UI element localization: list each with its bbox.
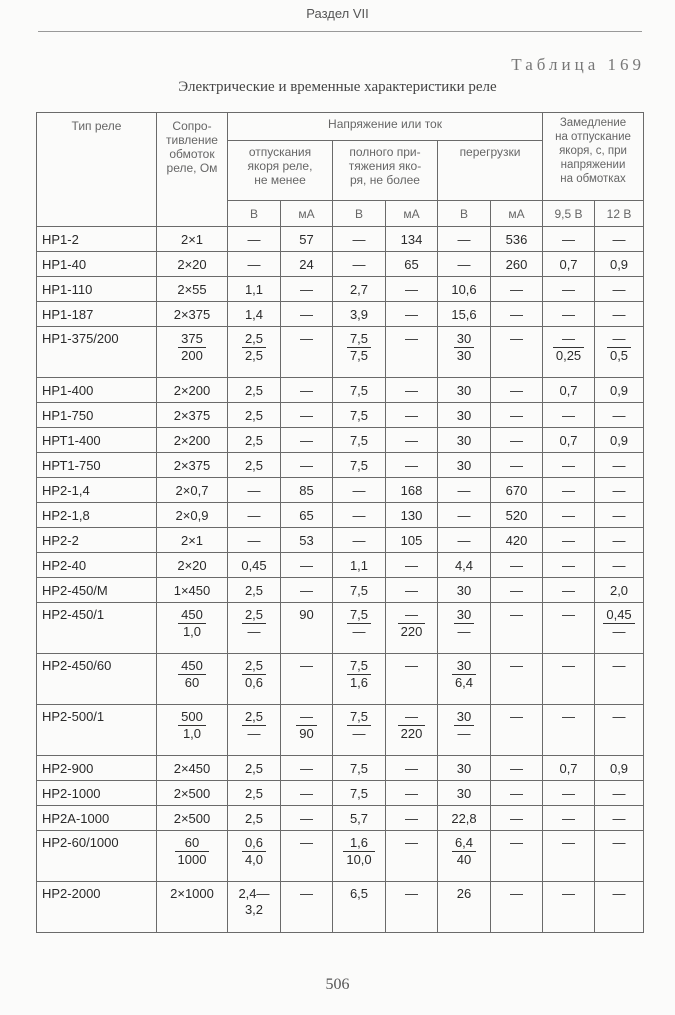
- table-caption: Электрические и временные характеристики реле: [178, 79, 497, 95]
- value-cell: —: [491, 578, 543, 603]
- value-cell: 30: [438, 781, 491, 806]
- value-cell: —: [491, 403, 543, 428]
- fraction: 2,5 —: [242, 607, 266, 640]
- value-cell: 2,5: [228, 756, 281, 781]
- table-row: [37, 503, 644, 528]
- value-cell: 0,7: [543, 252, 595, 277]
- value-cell: —: [491, 781, 543, 806]
- table-row: [37, 277, 644, 302]
- value-cell: —: [386, 578, 438, 603]
- table-row: [37, 478, 644, 503]
- relay-type-cell: НР1-750: [37, 403, 157, 428]
- value-cell: 2,5: [228, 403, 281, 428]
- fraction: 2,5 —: [242, 709, 266, 742]
- value-cell: —: [386, 378, 438, 403]
- relay-type-cell: НР1-375/200: [37, 327, 157, 378]
- value-cell: 5,7: [333, 806, 386, 831]
- value-cell: —: [595, 528, 644, 553]
- value-cell: —: [281, 428, 333, 453]
- relay-type-cell: НР2А-1000: [37, 806, 157, 831]
- running-head: Раздел VII: [306, 6, 369, 21]
- fraction: $\frac{450}{60}$: [178, 658, 206, 691]
- value-cell: 1,1: [333, 553, 386, 578]
- value-cell: —: [595, 478, 644, 503]
- resistance-cell: 2×0,7: [157, 478, 228, 503]
- value-cell: —: [386, 654, 438, 705]
- resistance-cell: [157, 654, 228, 705]
- value-cell: [333, 654, 386, 705]
- fraction: $\frac{2,5}{0,6}$: [242, 658, 266, 691]
- value-cell: 420: [491, 528, 543, 553]
- fraction: 7,5 —: [347, 607, 371, 640]
- col-header-pullin: полного при- тяжения яко- ря, не более: [333, 141, 438, 201]
- relay-type-cell: НР2-1000: [37, 781, 157, 806]
- value-cell: 0,9: [595, 756, 644, 781]
- table-row: [37, 252, 644, 277]
- fraction: $\frac{0,6}{4,0}$: [242, 835, 266, 868]
- value-cell: —: [386, 781, 438, 806]
- value-cell: —: [543, 528, 595, 553]
- relay-type-cell: НРТ1-750: [37, 453, 157, 478]
- value-cell: 57: [281, 227, 333, 252]
- value-cell: 15,6: [438, 302, 491, 327]
- unit-header: В: [438, 201, 491, 227]
- value-cell: 6,5: [333, 882, 386, 933]
- value-cell: [228, 603, 281, 654]
- value-cell: 30: [438, 378, 491, 403]
- table-row: [37, 578, 644, 603]
- value-cell: —: [543, 503, 595, 528]
- value-cell: 1,1: [228, 277, 281, 302]
- value-cell: [333, 705, 386, 756]
- value-cell: —: [595, 302, 644, 327]
- value-cell: 7,5: [333, 378, 386, 403]
- value-cell: —: [386, 327, 438, 378]
- fraction: $\frac{30}{30}$: [454, 331, 474, 364]
- value-cell: —: [543, 277, 595, 302]
- col-header-delay: Замедление на отпускание якоря, с, при напряжении на обмотках: [543, 113, 644, 201]
- value-cell: —: [491, 453, 543, 478]
- value-cell: 2,0: [595, 578, 644, 603]
- resistance-cell: 2×375: [157, 453, 228, 478]
- value-cell: 30: [438, 578, 491, 603]
- value-cell: 30: [438, 403, 491, 428]
- value-cell: —: [543, 227, 595, 252]
- value-cell: —: [386, 831, 438, 882]
- value-cell: [438, 603, 491, 654]
- value-cell: —: [281, 553, 333, 578]
- relay-type-cell: НР1-400: [37, 378, 157, 403]
- table-row: [37, 302, 644, 327]
- value-cell: —: [543, 781, 595, 806]
- value-cell: —: [491, 553, 543, 578]
- relay-type-cell: НР2-500/1: [37, 705, 157, 756]
- table-row: [37, 403, 644, 428]
- value-cell: 2,5: [228, 781, 281, 806]
- value-cell: 0,9: [595, 252, 644, 277]
- value-cell: —: [595, 453, 644, 478]
- value-cell: —: [491, 277, 543, 302]
- relay-type-cell: НР2-60/1000: [37, 831, 157, 882]
- fraction: $\frac{2,5}{2,5}$: [242, 331, 266, 364]
- value-cell: —: [543, 654, 595, 705]
- value-cell: 2,5: [228, 578, 281, 603]
- value-cell: 7,5: [333, 756, 386, 781]
- fraction: $\frac{1,6}{10,0}$: [343, 835, 374, 868]
- value-cell: —: [595, 882, 644, 933]
- resistance-cell: 2×55: [157, 277, 228, 302]
- table-row: [37, 453, 644, 478]
- value-cell: [438, 327, 491, 378]
- value-cell: 2,5: [228, 428, 281, 453]
- unit-header: мА: [386, 201, 438, 227]
- value-cell: —: [333, 528, 386, 553]
- relay-type-cell: НР2-1,8: [37, 503, 157, 528]
- value-cell: 0,9: [595, 378, 644, 403]
- relay-type-cell: НР1-2: [37, 227, 157, 252]
- header-rule: [38, 31, 642, 32]
- value-cell: 26: [438, 882, 491, 933]
- value-cell: —: [386, 302, 438, 327]
- col-header-release: отпускания якоря реле, не менее: [228, 141, 333, 201]
- value-cell: [333, 603, 386, 654]
- relay-type-cell: НР2-2: [37, 528, 157, 553]
- value-cell: —: [438, 227, 491, 252]
- value-cell: —: [543, 831, 595, 882]
- value-cell: —: [281, 654, 333, 705]
- value-cell: —: [281, 756, 333, 781]
- table-row: [37, 528, 644, 553]
- fraction: $\frac{7,5}{1,6}$: [347, 658, 371, 691]
- value-cell: 2,5: [228, 453, 281, 478]
- table-row: [37, 227, 644, 252]
- value-cell: [386, 705, 438, 756]
- resistance-cell: 2×500: [157, 781, 228, 806]
- value-cell: —: [543, 453, 595, 478]
- resistance-cell: [157, 603, 228, 654]
- value-cell: [438, 654, 491, 705]
- value-cell: —: [228, 227, 281, 252]
- value-cell: 85: [281, 478, 333, 503]
- value-cell: —: [281, 302, 333, 327]
- value-cell: [228, 327, 281, 378]
- value-cell: —: [281, 831, 333, 882]
- fraction: — 0,25: [553, 331, 584, 364]
- value-cell: —: [438, 252, 491, 277]
- fraction: 30 —: [454, 709, 474, 742]
- unit-header: мА: [491, 201, 543, 227]
- value-cell: —: [281, 806, 333, 831]
- value-cell: 0,45: [228, 553, 281, 578]
- value-cell: —: [386, 403, 438, 428]
- value-cell: [228, 654, 281, 705]
- relay-type-cell: НР1-187: [37, 302, 157, 327]
- value-cell: —: [438, 478, 491, 503]
- value-cell: —: [386, 882, 438, 933]
- table-row: [37, 654, 644, 705]
- value-cell: —: [491, 806, 543, 831]
- value-cell: —: [543, 603, 595, 654]
- value-cell: —: [543, 403, 595, 428]
- relay-characteristics-table: [36, 112, 644, 933]
- unit-header: В: [228, 201, 281, 227]
- value-cell: —: [281, 403, 333, 428]
- table-row: [37, 327, 644, 378]
- value-cell: —: [333, 478, 386, 503]
- value-cell: —: [333, 252, 386, 277]
- fraction: $\frac{6,4}{40}$: [452, 835, 476, 868]
- fraction: 0,45 —: [603, 607, 634, 640]
- resistance-cell: 2×1000: [157, 882, 228, 933]
- fraction: 30 —: [454, 607, 474, 640]
- value-cell: 260: [491, 252, 543, 277]
- resistance-cell: [157, 831, 228, 882]
- value-cell: —: [543, 553, 595, 578]
- value-cell: —: [228, 503, 281, 528]
- value-cell: —: [438, 503, 491, 528]
- value-cell: —: [491, 378, 543, 403]
- value-cell: —: [543, 705, 595, 756]
- value-cell: —: [386, 453, 438, 478]
- value-cell: 90: [281, 603, 333, 654]
- resistance-cell: 2×450: [157, 756, 228, 781]
- value-cell: —: [595, 227, 644, 252]
- value-cell: —: [491, 654, 543, 705]
- value-cell: —: [595, 831, 644, 882]
- value-cell: —: [491, 831, 543, 882]
- value-cell: —: [491, 302, 543, 327]
- value-cell: 30: [438, 756, 491, 781]
- fraction: — 220: [398, 607, 426, 640]
- value-cell: 134: [386, 227, 438, 252]
- value-cell: 30: [438, 428, 491, 453]
- value-cell: 0,7: [543, 378, 595, 403]
- relay-type-cell: НР2-1,4: [37, 478, 157, 503]
- relay-type-cell: НР1-110: [37, 277, 157, 302]
- relay-type-cell: НР2-450/М: [37, 578, 157, 603]
- resistance-cell: 2×1: [157, 227, 228, 252]
- value-cell: —: [543, 578, 595, 603]
- value-cell: 520: [491, 503, 543, 528]
- table-row: [37, 553, 644, 578]
- value-cell: [386, 603, 438, 654]
- value-cell: [543, 327, 595, 378]
- resistance-cell: 2×1: [157, 528, 228, 553]
- value-cell: —: [228, 528, 281, 553]
- resistance-cell: [157, 705, 228, 756]
- value-cell: —: [543, 302, 595, 327]
- value-cell: [333, 327, 386, 378]
- value-cell: [281, 705, 333, 756]
- value-cell: 7,5: [333, 781, 386, 806]
- fraction: $\frac{7,5}{7,5}$: [347, 331, 371, 364]
- table-row: [37, 781, 644, 806]
- resistance-cell: 2×375: [157, 302, 228, 327]
- value-cell: [438, 705, 491, 756]
- value-cell: 30: [438, 453, 491, 478]
- value-cell: —: [386, 553, 438, 578]
- value-cell: —: [386, 428, 438, 453]
- fraction: — 0,5: [607, 331, 631, 364]
- table-row: [37, 378, 644, 403]
- table-row: [37, 603, 644, 654]
- value-cell: —: [595, 503, 644, 528]
- value-cell: 7,5: [333, 403, 386, 428]
- fraction: $\frac{30}{6,4}$: [452, 658, 476, 691]
- value-cell: —: [595, 654, 644, 705]
- value-cell: —: [228, 478, 281, 503]
- value-cell: 536: [491, 227, 543, 252]
- relay-type-cell: НР2-40: [37, 553, 157, 578]
- value-cell: 0,7: [543, 756, 595, 781]
- value-cell: 65: [281, 503, 333, 528]
- relay-type-cell: НР2-900: [37, 756, 157, 781]
- value-cell: —: [491, 756, 543, 781]
- value-cell: [333, 831, 386, 882]
- value-cell: —: [281, 882, 333, 933]
- resistance-cell: 2×20: [157, 553, 228, 578]
- resistance-cell: 2×200: [157, 428, 228, 453]
- value-cell: —: [595, 553, 644, 578]
- resistance-cell: 2×200: [157, 378, 228, 403]
- value-cell: —: [595, 705, 644, 756]
- value-cell: —: [491, 327, 543, 378]
- value-cell: 1,4: [228, 302, 281, 327]
- value-cell: 22,8: [438, 806, 491, 831]
- value-cell: [228, 831, 281, 882]
- resistance-cell: 2×0,9: [157, 503, 228, 528]
- value-cell: 4,4: [438, 553, 491, 578]
- value-cell: 10,6: [438, 277, 491, 302]
- value-cell: 0,9: [595, 428, 644, 453]
- resistance-cell: 2×500: [157, 806, 228, 831]
- value-cell: —: [386, 756, 438, 781]
- value-cell: —: [386, 277, 438, 302]
- value-cell: —: [281, 277, 333, 302]
- relay-type-cell: НР2-450/60: [37, 654, 157, 705]
- page-number: 506: [325, 976, 350, 993]
- unit-header: 12 В: [595, 201, 644, 227]
- value-cell: 130: [386, 503, 438, 528]
- table-row: [37, 831, 644, 882]
- value-cell: —: [543, 478, 595, 503]
- col-header-resistance: Сопро- тивление обмоток реле, Ом: [157, 113, 228, 227]
- relay-type-cell: НРТ1-400: [37, 428, 157, 453]
- value-cell: 105: [386, 528, 438, 553]
- value-cell: 7,5: [333, 428, 386, 453]
- table-row: [37, 428, 644, 453]
- value-cell: 2,4— 3,2: [228, 882, 281, 933]
- fraction: 7,5 —: [347, 709, 371, 742]
- unit-header: мА: [281, 201, 333, 227]
- resistance-cell: 2×375: [157, 403, 228, 428]
- fraction: $\frac{500}{1,0}$: [178, 709, 206, 742]
- fraction: — 220: [398, 709, 426, 742]
- value-cell: —: [386, 806, 438, 831]
- value-cell: 168: [386, 478, 438, 503]
- value-cell: —: [543, 882, 595, 933]
- value-cell: 53: [281, 528, 333, 553]
- value-cell: —: [333, 503, 386, 528]
- col-header-voltage-group: Напряжение или ток: [228, 113, 543, 141]
- unit-header: В: [333, 201, 386, 227]
- table-row: [37, 705, 644, 756]
- col-header-type: Тип реле: [37, 113, 157, 227]
- value-cell: —: [491, 705, 543, 756]
- value-cell: 2,7: [333, 277, 386, 302]
- col-header-overload: перегрузки: [438, 141, 543, 201]
- value-cell: [228, 705, 281, 756]
- value-cell: —: [281, 327, 333, 378]
- value-cell: —: [438, 528, 491, 553]
- value-cell: —: [333, 227, 386, 252]
- value-cell: 7,5: [333, 578, 386, 603]
- value-cell: —: [281, 781, 333, 806]
- value-cell: —: [228, 252, 281, 277]
- fraction: $\frac{375}{200}$: [178, 331, 206, 364]
- value-cell: 2,5: [228, 806, 281, 831]
- table-row: [37, 806, 644, 831]
- value-cell: —: [595, 403, 644, 428]
- resistance-cell: [157, 327, 228, 378]
- value-cell: 24: [281, 252, 333, 277]
- value-cell: —: [491, 428, 543, 453]
- value-cell: 7,5: [333, 453, 386, 478]
- relay-type-cell: НР2-450/1: [37, 603, 157, 654]
- resistance-cell: 2×20: [157, 252, 228, 277]
- value-cell: [595, 327, 644, 378]
- value-cell: 0,7: [543, 428, 595, 453]
- table-row: [37, 882, 644, 933]
- fraction: — 90: [296, 709, 316, 742]
- unit-header: 9,5 В: [543, 201, 595, 227]
- table-row: [37, 756, 644, 781]
- value-cell: [438, 831, 491, 882]
- value-cell: —: [595, 277, 644, 302]
- resistance-cell: 1×450: [157, 578, 228, 603]
- value-cell: —: [543, 806, 595, 831]
- fraction: $\frac{450}{1,0}$: [178, 607, 206, 640]
- table-number: Таблица 169: [511, 55, 645, 74]
- relay-type-cell: НР2-2000: [37, 882, 157, 933]
- value-cell: 2,5: [228, 378, 281, 403]
- value-cell: 65: [386, 252, 438, 277]
- value-cell: 3,9: [333, 302, 386, 327]
- value-cell: —: [281, 453, 333, 478]
- value-cell: —: [595, 781, 644, 806]
- value-cell: —: [281, 578, 333, 603]
- value-cell: [595, 603, 644, 654]
- value-cell: —: [595, 806, 644, 831]
- value-cell: —: [281, 378, 333, 403]
- fraction: $\frac{60}{1000}$: [175, 835, 210, 868]
- value-cell: —: [491, 882, 543, 933]
- relay-type-cell: НР1-40: [37, 252, 157, 277]
- value-cell: 670: [491, 478, 543, 503]
- value-cell: —: [491, 603, 543, 654]
